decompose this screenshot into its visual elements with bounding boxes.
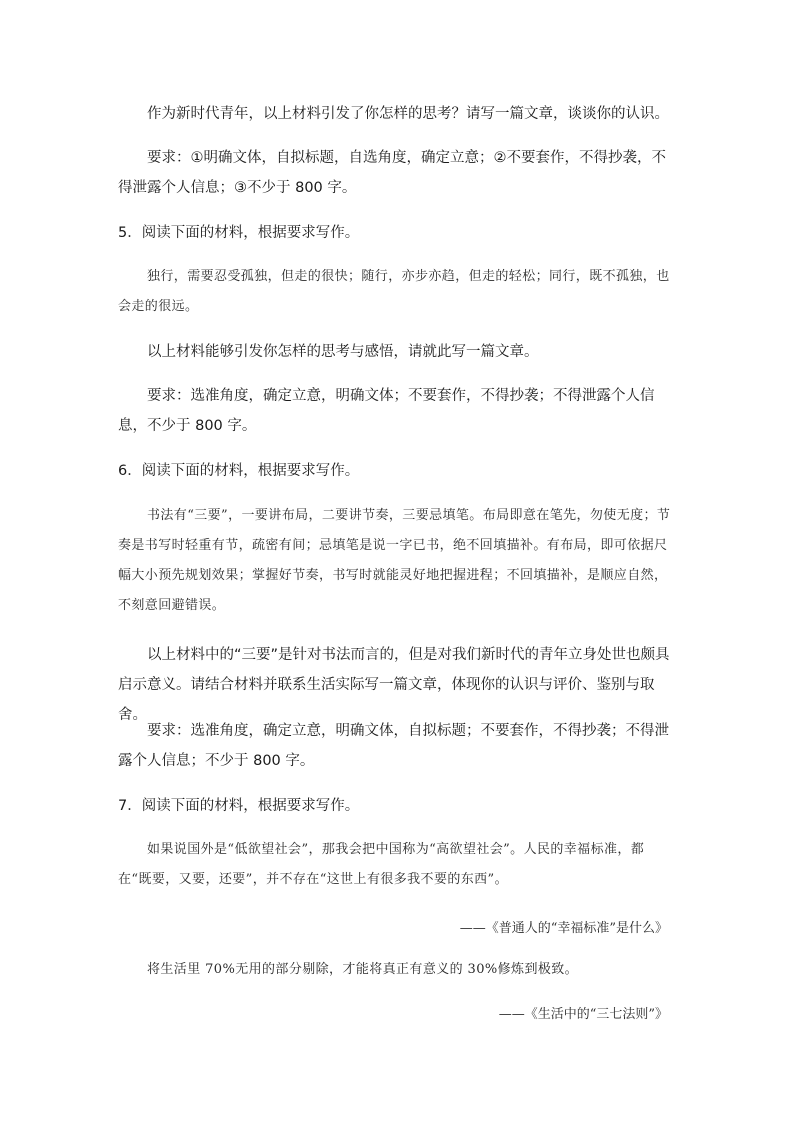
question-7-material-2: 将生活里 70%无用的部分剔除，才能将真正有意义的 30%修炼到极致。 xyxy=(147,962,579,977)
question-5-title: 5．阅读下面的材料，根据要求写作。 xyxy=(118,225,360,241)
question-7-source-2: ——《生活中的“三七法则”》 xyxy=(498,1007,668,1022)
question-7-title: 7．阅读下面的材料，根据要求写作。 xyxy=(118,798,360,814)
question-7-source-1: ——《普通人的“幸福标准”是什么》 xyxy=(459,921,668,936)
question-7-material-1: 如果说国外是“低欲望社会”，那我会把中国称为“高欲望社会”。人民的幸福标准，都在“既要，又要，还要”，并不存在“这世上有很多我不要的东西”。 xyxy=(118,842,645,887)
question-5-prompt: 以上材料能够引发你怎样的思考与感悟，请就此写一篇文章。 xyxy=(147,344,539,360)
question-6-requirements: 要求：选准角度，确定立意，明确文体，自拟标题；不要套作，不得抄袭；不得泄露个人信息；不少于 800 字。 xyxy=(118,723,669,769)
essay-requirements-paragraph: 要求：①明确文体，自拟标题，自选角度，确定立意；②不要套作，不得抄袭，不得泄露个人信息；③不少于 800 字。 xyxy=(118,150,666,196)
essay-prompt-paragraph: 作为新时代青年，以上材料引发了你怎样的思考？请写一篇文章，谈谈你的认识。 xyxy=(147,106,669,122)
question-5-material: 独行，需要忍受孤独，但走的很快；随行，亦步亦趋，但走的轻松；同行，既不孤独，也会走的很远。 xyxy=(118,269,670,314)
question-5-requirements: 要求：选准角度，确定立意，明确文体；不要套作，不得抄袭；不得泄露个人信息，不少于 800 字。 xyxy=(118,388,655,434)
question-6-material: 书法有“三要”，一要讲布局，二要讲节奏，三要忌填笔。布局即意在笔先，勿使无度；节奏是书写时轻重有节，疏密有间；忌填笔是说一字已书，绝不回填描补。有布局，即可依据尺幅大小预先规划效果；掌握好节奏，书写时就能灵好地把握进程；不回填描补，是顺应自然，不刻意回避错误。 xyxy=(118,508,671,613)
question-6-prompt: 以上材料中的“三要”是针对书法而言的，但是对我们新时代的青年立身处世也颇具启示意义。请结合材料并联系生活实际写一篇文章，体现你的认识与评价、鉴别与取舍。 xyxy=(118,647,670,723)
question-6-title: 6．阅读下面的材料，根据要求写作。 xyxy=(118,463,360,479)
